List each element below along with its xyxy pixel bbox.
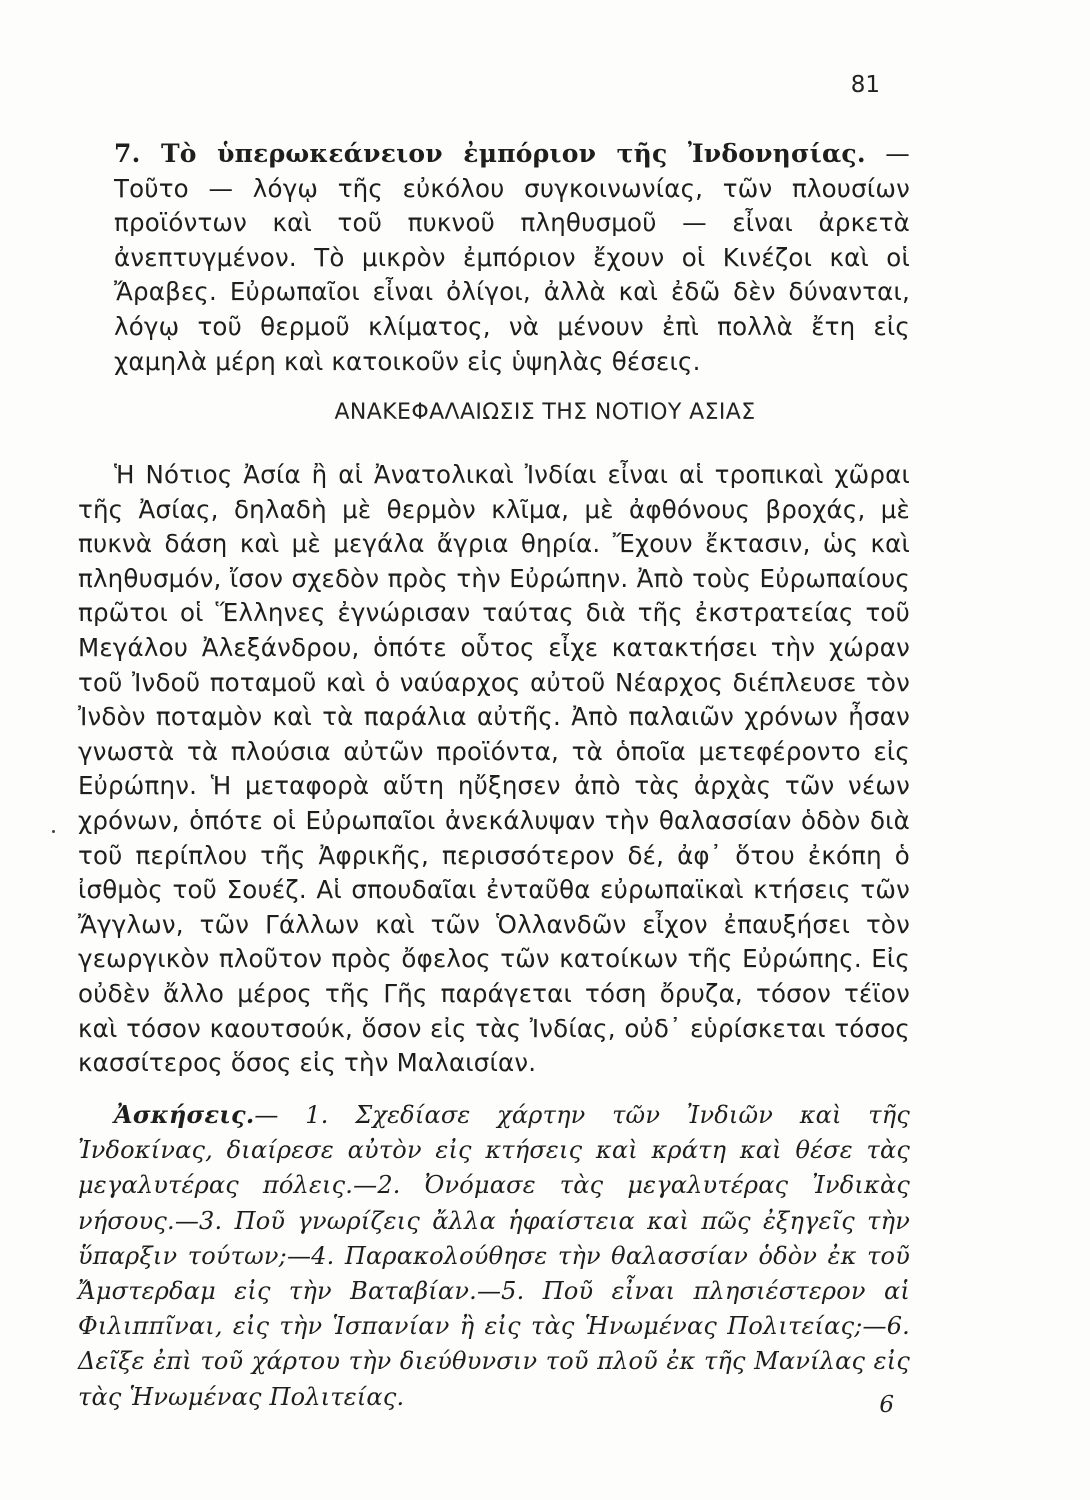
- summary-paragraph: Ἡ Νότιος Ἀσία ἢ αἱ Ἀνατολικαὶ Ἰνδίαι εἶναι αἱ τροπικαὶ χῶραι τῆς Ἀσίας, δηλαδὴ μὲ θερμὸν κλῖμα, μὲ ἀφθόνους βροχάς, μὲ πυκνὰ δάση καὶ μὲ μεγάλα ἄγρια θηρία. Ἔχουν ἔκτασιν, ὡς καὶ πληθυσμόν, ἴσον σχεδὸν πρὸς τὴν Εὐρώπην. Ἀπὸ τοὺς Εὐρωπαίους πρῶτοι οἱ Ἕλληνες ἐγνώρισαν ταύτας διὰ τῆς ἐκστρατείας τοῦ Μεγάλου Ἀλεξάνδρου, ὁπότε οὗτος εἶχε κατακτήσει τὴν χώραν τοῦ Ἰνδοῦ ποταμοῦ καὶ ὁ ναύαρχος αὐτοῦ Νέαρχος διέπλευσε τὸν Ἰνδὸν ποταμὸν καὶ τὰ παράλια αὐτῆς. Ἀπὸ παλαιῶν χρόνων ἦσαν γνωστὰ τὰ πλούσια αὐτῶν προϊόντα, τὰ ὁποῖα μετεφέροντο εἰς Εὐρώπην. Ἡ μεταφορὰ αὕτη ηὔξησεν ἀπὸ τὰς ἀρχὰς τῶν νέων χρόνων, ὁπότε οἱ Εὐρωπαῖοι ἀνεκάλυψαν τὴν θαλασσίαν ὁδὸν διὰ τοῦ περίπλου τῆς Ἀφρικῆς, περισσότερον δέ, ἀφ᾽ ὅτου ἐκόπη ὁ ἰσθμὸς τοῦ Σουέζ. Αἱ σπουδαῖαι ἐνταῦθα εὐρωπαϊκαὶ κτήσεις τῶν Ἄγγλων, τῶν Γάλλων καὶ τῶν Ὁλλανδῶν εἶχον ἐπαυξήσει τὸν γεωργικὸν πλοῦτον πρὸς ὄφελος τῶν κατοίκων τῆς Εὐρώπης. Εἰς οὐδὲν ἄλλο μέρος τῆς Γῆς παράγεται τόση ὄρυζα, τόσον τέϊον καὶ τόσον καουτσούκ, ὅσον εἰς τὰς Ἰνδίας, οὐδ᾽ εὑρίσκεται τόσος κασσίτερος ὅσος εἰς τὴν Μαλαισίαν.: [78, 460, 910, 1078]
- margin-mark: [52, 830, 55, 833]
- section-body: — Τοῦτο — λόγῳ τῆς εὐκόλου συγκοινωνίας, τῶν πλουσίων προϊόντων καὶ τοῦ πυκνοῦ πληθυσμοῦ — εἶναι ἀρκετὰ ἀνεπτυγμένον. Τὸ μικρὸν ἐμπόριον ἔχουν οἱ Κινέζοι καὶ οἱ Ἄραβες. Εὐρωπαῖοι εἶναι ὀλίγοι, ἀλλὰ καὶ ἐδῶ δὲν δύνανται, λόγῳ τοῦ θερμοῦ κλίματος, νὰ μένουν ἐπὶ πολλὰ ἔτη εἰς χαμηλὰ μέρη καὶ κατοικοῦν εἰς ὑψηλὰς θέσεις.: [114, 139, 910, 376]
- paragraph: [78, 137, 910, 379]
- exercises-paragraph: [78, 1097, 910, 1415]
- section-heading: 7. Τὸ ὑπερωκεάνειον ἐμπόριον τῆς Ἰνδονησίας.: [114, 139, 866, 168]
- summary-title: ΑΝΑΚΕΦΑΛΑΙΩΣΙΣ ΤΗΣ ΝΟΤΙΟΥ ΑΣΙΑΣ: [334, 400, 756, 425]
- signature-mark: 6: [879, 1392, 894, 1418]
- exercises-body: — 1. Σχεδίασε χάρτην τῶν Ἰνδιῶν καὶ τῆς Ἰνδοκίνας, διαίρεσε αὐτὸν εἰς κτήσεις καὶ κράτη καὶ θέσε τὰς μεγαλυτέρας πόλεις.—2. Ὀνόμασε τὰς μεγαλυτέρας Ἰνδικὰς νήσους.—3. Ποῦ γνωρίζεις ἄλλα ἡφαίστεια καὶ πῶς ἐξηγεῖς τὴν ὕπαρξιν τούτων;—4. Παρακολούθησε τὴν θαλασσίαν ὁδὸν ἐκ τοῦ Ἄμστερδαμ εἰς τὴν Βαταβίαν.—5. Ποῦ εἶναι πλησιέστερον αἱ Φιλιππῖναι, εἰς τὴν Ἱσπανίαν ἢ εἰς τὰς Ἡνωμένας Πολιτείας;—6. Δεῖξε ἐπὶ τοῦ χάρτου τὴν διεύθυνσιν τοῦ πλοῦ ἐκ τῆς Μανίλας εἰς τὰς Ἡνωμένας Πολιτείας.: [78, 1101, 910, 1411]
- exercises-label: Ἀσκήσεις.: [114, 1100, 255, 1129]
- section-indonesia-trade: [78, 137, 910, 379]
- page-number: 81: [850, 72, 880, 98]
